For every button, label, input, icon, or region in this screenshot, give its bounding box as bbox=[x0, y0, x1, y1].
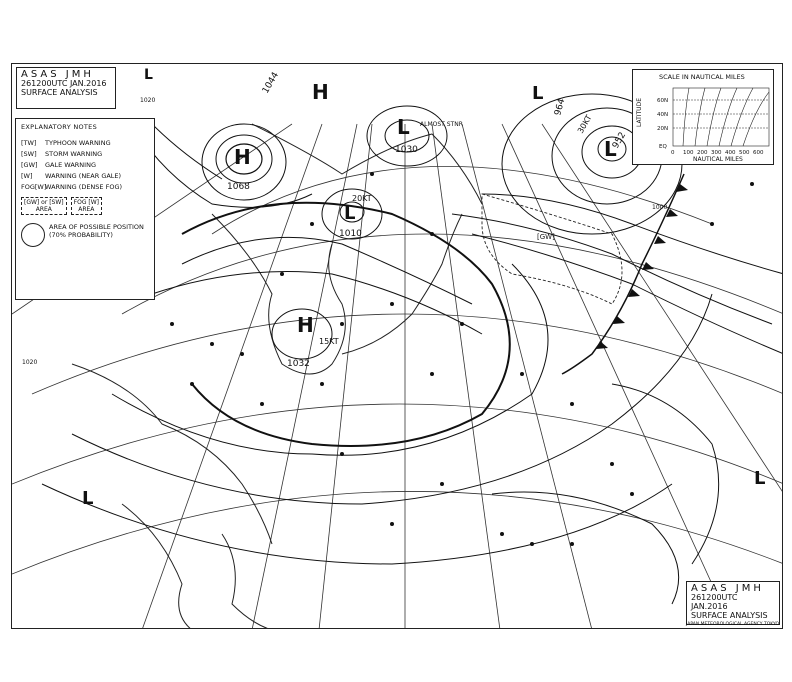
station bbox=[370, 172, 374, 176]
legend-label: WARNING (NEAR GALE) bbox=[45, 172, 122, 180]
system-speed: 30KT bbox=[575, 113, 594, 135]
low-symbol: L bbox=[397, 115, 410, 139]
isobar bbox=[492, 492, 679, 604]
legend-code: [W] bbox=[21, 172, 33, 180]
low-symbol: L bbox=[144, 67, 153, 83]
scale-nm-tick: 0 bbox=[671, 150, 675, 156]
pressure-value: 1068 bbox=[227, 182, 250, 192]
legend-fog-sub: AREA bbox=[78, 206, 95, 213]
legend-circle-text bbox=[49, 223, 144, 239]
station bbox=[310, 222, 314, 226]
legend-possible: AREA OF POSSIBLE POSITION bbox=[49, 223, 144, 231]
warning-labels bbox=[537, 233, 555, 241]
isobar-value: 1000 bbox=[652, 204, 668, 211]
station bbox=[260, 402, 264, 406]
scale-curve bbox=[707, 88, 721, 146]
scale-curve bbox=[731, 88, 753, 146]
scale-title: SCALE IN NAUTICAL MILES bbox=[659, 73, 745, 81]
station bbox=[390, 302, 394, 306]
isobar bbox=[472, 234, 783, 354]
scale-curve bbox=[719, 88, 737, 146]
pressure-value: 952 bbox=[610, 130, 629, 151]
scale-lat-tick: 40N bbox=[657, 112, 669, 118]
header-agency: ASAS JMH bbox=[21, 69, 94, 80]
station-plots bbox=[170, 172, 754, 546]
probability-circle-icon bbox=[21, 223, 45, 247]
station bbox=[320, 382, 324, 386]
legend-area-sub: AREA bbox=[35, 206, 52, 213]
station bbox=[170, 322, 174, 326]
isobar bbox=[152, 124, 222, 179]
isobar bbox=[72, 294, 712, 504]
meridian bbox=[462, 124, 592, 629]
legend-code: [GW] bbox=[21, 161, 38, 169]
parallel bbox=[12, 491, 783, 574]
isobar bbox=[182, 237, 472, 304]
system-speed: 20KT bbox=[352, 194, 372, 203]
station bbox=[710, 222, 714, 226]
isobar-value: 1020 bbox=[22, 359, 38, 366]
scale-graph bbox=[633, 70, 775, 166]
legend-title: EXPLANATORY NOTES bbox=[21, 123, 98, 131]
station bbox=[340, 452, 344, 456]
low-symbol: L bbox=[604, 137, 617, 161]
legend-row bbox=[21, 183, 149, 191]
legend-fog-text: FOG [W] bbox=[73, 199, 99, 206]
legend-code: [TW] bbox=[21, 139, 37, 147]
legend-row bbox=[21, 139, 149, 147]
legend-area-box bbox=[21, 197, 67, 215]
weather-map bbox=[11, 63, 783, 629]
legend-label: TYPHOON WARNING bbox=[45, 139, 111, 147]
pressure-value: 1030 bbox=[395, 145, 418, 155]
station bbox=[190, 382, 194, 386]
scale-curve bbox=[683, 88, 689, 146]
high-symbol: H bbox=[297, 313, 314, 337]
low-symbol: L bbox=[532, 83, 544, 104]
explanatory-notes bbox=[15, 118, 155, 300]
station bbox=[630, 492, 634, 496]
legend-label: WARNING (DENSE FOG) bbox=[45, 183, 123, 191]
parallel bbox=[32, 314, 783, 394]
station bbox=[280, 272, 284, 276]
pressure-note: ALMOST STNR bbox=[420, 121, 463, 128]
station bbox=[210, 342, 214, 346]
legend-area-row bbox=[21, 197, 149, 215]
footer-product: SURFACE ANALYSIS bbox=[691, 611, 768, 620]
coastline-china bbox=[72, 364, 272, 544]
scale-nm-tick: 600 bbox=[753, 150, 764, 156]
legend-code: [SW] bbox=[21, 150, 37, 158]
legend-probability: (70% PROBABILITY) bbox=[49, 231, 113, 239]
scale-lat-tick: 20N bbox=[657, 126, 669, 132]
legend-label: GALE WARNING bbox=[45, 161, 96, 169]
meridian bbox=[252, 124, 357, 629]
front-tooth bbox=[642, 262, 654, 270]
scale-nm-label: NAUTICAL MILES bbox=[693, 156, 743, 163]
cold-front bbox=[562, 174, 688, 374]
scale-box bbox=[632, 69, 774, 165]
isobar bbox=[42, 484, 672, 564]
station bbox=[570, 402, 574, 406]
pressure-values bbox=[227, 70, 628, 369]
footer-credit: JAPAN METEOROLOGICAL AGENCY TOKYO bbox=[686, 622, 780, 627]
station bbox=[440, 482, 444, 486]
isobar-value: 1020 bbox=[140, 97, 156, 104]
low-symbol: L bbox=[82, 488, 94, 509]
header-box bbox=[16, 67, 116, 109]
meridian bbox=[142, 124, 322, 629]
scale-axis-label: LATITUDE bbox=[636, 98, 643, 128]
low-symbol: L bbox=[344, 203, 356, 224]
scale-nm-tick: 400 bbox=[725, 150, 736, 156]
legend-code: FOG[W] bbox=[21, 183, 47, 191]
scale-nm-tick: 200 bbox=[697, 150, 708, 156]
warning-label: [GW] bbox=[537, 233, 555, 241]
station bbox=[500, 532, 504, 536]
station bbox=[390, 522, 394, 526]
coastline-philippines bbox=[222, 534, 272, 629]
isobar bbox=[112, 264, 548, 455]
header-datetime: 261200UTC JAN.2016 bbox=[21, 79, 107, 88]
legend-row bbox=[21, 150, 149, 158]
legend-circle-row bbox=[21, 223, 149, 247]
station bbox=[430, 372, 434, 376]
pressure-value: 1010 bbox=[339, 229, 362, 239]
warning-area bbox=[482, 194, 622, 304]
parallel bbox=[12, 404, 783, 484]
scale-lat-tick: EQ bbox=[659, 144, 667, 150]
station bbox=[570, 542, 574, 546]
station bbox=[530, 542, 534, 546]
legend-row bbox=[21, 172, 149, 180]
scale-nm-tick: 300 bbox=[711, 150, 722, 156]
system-speed: 15KT bbox=[319, 337, 339, 346]
station bbox=[240, 352, 244, 356]
station bbox=[340, 322, 344, 326]
footer-box bbox=[686, 581, 780, 625]
meridian bbox=[502, 124, 712, 584]
coastline-south bbox=[122, 504, 192, 629]
legend-fog-box bbox=[71, 197, 102, 215]
footer-agency: ASAS JMH bbox=[691, 583, 764, 594]
low-symbol: L bbox=[754, 468, 766, 489]
legend-row bbox=[21, 161, 149, 169]
scale-curve bbox=[695, 88, 705, 146]
legend-label: STORM WARNING bbox=[45, 150, 103, 158]
high-symbol: H bbox=[312, 80, 329, 104]
pressure-value: 1044 bbox=[260, 70, 282, 96]
station bbox=[750, 182, 754, 186]
legend-area-text: [GW] or [SW] bbox=[24, 199, 64, 206]
scale-nm-tick: 100 bbox=[683, 150, 694, 156]
footer-datetime: 261200UTC JAN.2016 bbox=[691, 593, 738, 611]
meridian bbox=[542, 124, 783, 494]
parallel bbox=[212, 166, 712, 234]
scale-nm-tick: 500 bbox=[739, 150, 750, 156]
station bbox=[460, 322, 464, 326]
station bbox=[520, 372, 524, 376]
station bbox=[430, 232, 434, 236]
pressure-value: 964 bbox=[553, 97, 568, 117]
scale-lat-tick: 60N bbox=[657, 98, 669, 104]
station bbox=[610, 462, 614, 466]
high-symbol: H bbox=[234, 145, 251, 169]
pressure-value: 1032 bbox=[287, 359, 310, 369]
header-product: SURFACE ANALYSIS bbox=[21, 88, 98, 97]
